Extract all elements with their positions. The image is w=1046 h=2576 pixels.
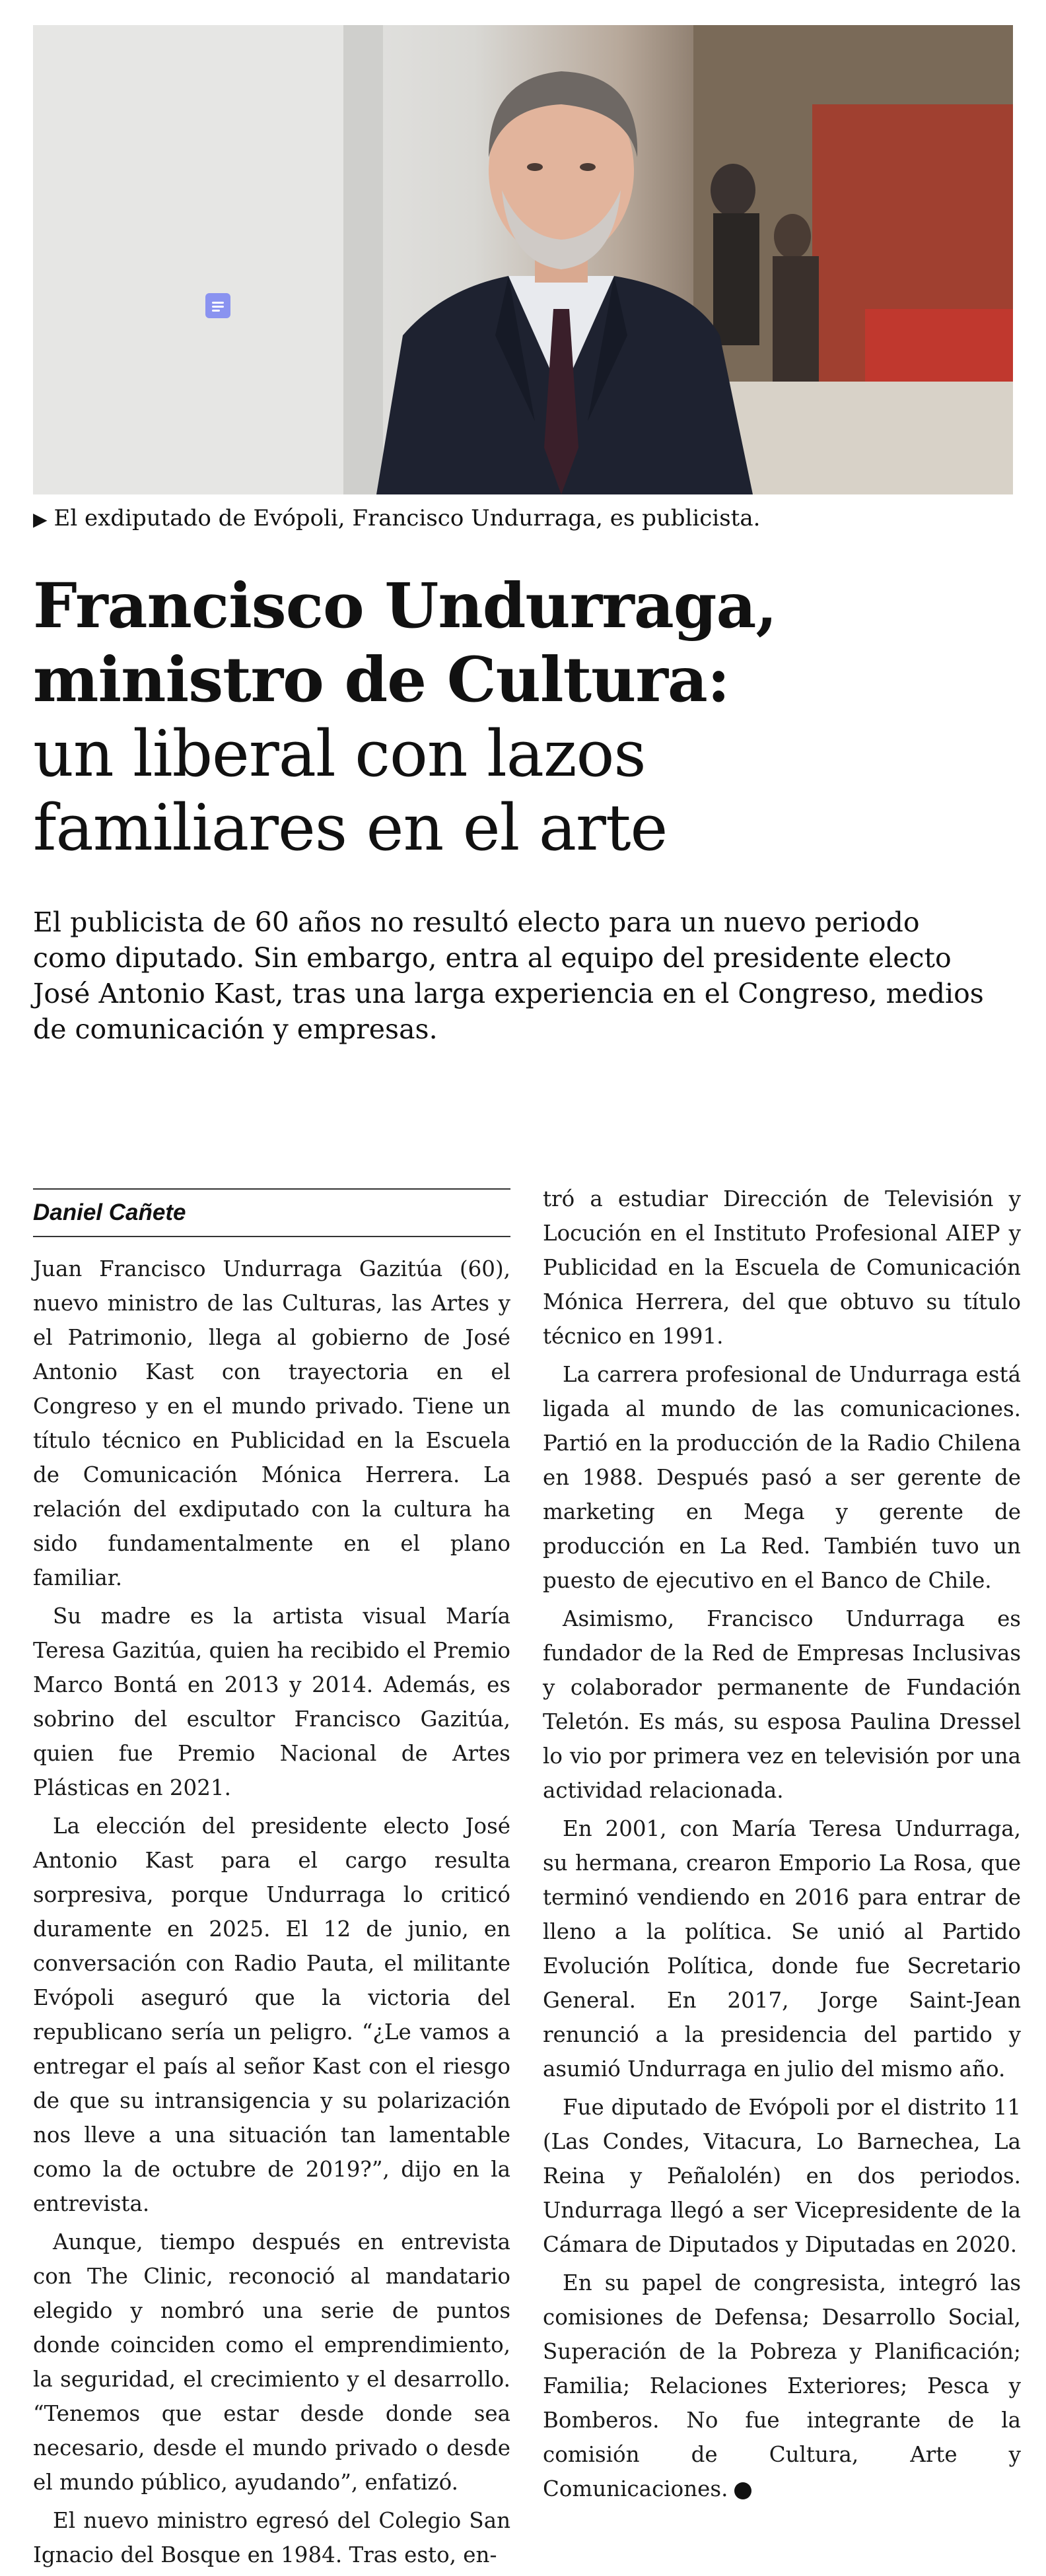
byline xyxy=(33,1188,510,1237)
body-paragraph: En 2001, con María Teresa Undurraga, su hermana, crearon Emporio La Rosa, que terminó vendiendo en 2016 para entrar de lleno a la política. Se unió al Partido Evolución Política, donde fue Secretario General. En 2017, Jorge Saint-Jean renunció a la presidencia del partido y asumió Undurraga en julio del mismo año. xyxy=(543,1816,1021,2082)
body-paragraph-text: En su papel de congresista, integró las comisiones de Defensa; Desarrollo Social, Superación de la Pobreza y Planificación; Familia; Relaciones Exteriores; Pesca y Bomberos. No fue integrante de la comisión de Cultura, Arte y Comunicaciones. xyxy=(543,2270,1021,2501)
article-photo xyxy=(33,25,1013,494)
article-column-left xyxy=(33,1188,510,2576)
body-paragraph: Su madre es la artista visual María Teresa Gazitúa, quien ha recibido el Premio Marco Bontá en 2013 y 2014. Además, es sobrino del escultor Francisco Gazitúa, quien fue Premio Nacional de Artes Plásticas en 2021. xyxy=(33,1604,510,1800)
end-mark-icon xyxy=(734,2482,751,2499)
body-paragraph: El nuevo ministro egresó del Colegio San Ignacio del Bosque en 1984. Tras esto, en- xyxy=(33,2508,510,2567)
article-lede: El publicista de 60 años no resultó electo para un nuevo periodo como diputado. Sin embargo, entra al equipo del presidente electo José Antonio Kast, tras una larga experiencia en el Congreso, medios de comunicación y empresas. xyxy=(33,906,984,1045)
headline-bold xyxy=(33,569,1013,717)
body-paragraph: Asimismo, Francisco Undurraga es fundador de la Red de Empresas Inclusivas y colaborador permanente de Fundación Teletón. Es más, su esposa Paulina Dressel lo vio por primera vez en televisión por una actividad relacionada. xyxy=(543,1606,1021,1803)
photo-caption xyxy=(33,500,1013,537)
caption-text: El exdiputado de Evópoli, Francisco Undurraga, es publicista. xyxy=(53,505,761,531)
body-paragraph: La elección del presidente electo José Antonio Kast para el cargo resulta sorpresiva, porque Undurraga lo criticó duramente en 2025. El 12 de junio, en conversación con Radio Pauta, el militante Evópoli aseguró que la victoria del republicano sería un peligro. “¿Le vamos a entregar el país al señor Kast con el riesgo de que su intransigencia y su polarización nos lleve a una situación tan lamentable como la de octubre de 2019?”, dijo en la entrevista. xyxy=(33,1813,510,2216)
author-name: Daniel Cañete xyxy=(33,1200,186,1225)
headline-light-line2: familiares en el arte xyxy=(33,791,668,865)
caption-marker: ▶ xyxy=(33,508,48,530)
person-photo-icon xyxy=(33,25,1013,494)
body-paragraph: tró a estudiar Dirección de Televisión y Locución en el Instituto Profesional AIEP y Publicidad en la Escuela de Comunicación Mónica Herrera, del que obtuvo su título técnico en 1991. xyxy=(543,1186,1021,1349)
headline-light-line1: un liberal con lazos xyxy=(33,717,646,791)
body-paragraph-last xyxy=(543,2266,1021,2506)
note-icon[interactable] xyxy=(205,293,230,318)
headline-bold-line2: ministro de Cultura: xyxy=(33,644,730,716)
headline-bold-line1: Francisco Undurraga, xyxy=(33,570,777,642)
headline-light xyxy=(33,717,1013,865)
body-paragraph: Aunque, tiempo después en entrevista con The Clinic, reconoció al mandatario elegido y nombró una serie de puntos donde coinciden como el emprendimiento, la seguridad, el crecimiento y el desarrollo. “Tenemos que estar desde donde sea necesario, desde el mundo privado o desde el mundo público, ayudando”, enfatizó. xyxy=(33,2229,510,2495)
body-paragraph: La carrera profesional de Undurraga está ligada al mundo de las comunicaciones. Partió en la producción de la Radio Chilena en 1988. Después pasó a ser gerente de marketing en Mega y gerente de producción en La Red. También tuvo un puesto de ejecutivo en el Banco de Chile. xyxy=(543,1362,1021,1593)
body-paragraph: Juan Francisco Undurraga Gazitúa (60), nuevo ministro de las Culturas, las Artes y el Patrimonio, llega al gobierno de José Antonio Kast con trayectoria en el Congreso y en el mundo privado. Tiene un título técnico en Publicidad en la Escuela de Comunicación Mónica Herrera. La relación del exdiputado con la cultura ha sido fundamentalmente en el plano familiar. xyxy=(33,1256,510,1590)
article-column-right xyxy=(543,1182,1021,2510)
body-paragraph: Fue diputado de Evópoli por el distrito 11 (Las Condes, Vitacura, Lo Barnechea, La Reina y Peñalolén) en dos periodos. Undurraga llegó a ser Vicepresidente de la Cámara de Diputados y Diputadas en 2020. xyxy=(543,2095,1021,2257)
